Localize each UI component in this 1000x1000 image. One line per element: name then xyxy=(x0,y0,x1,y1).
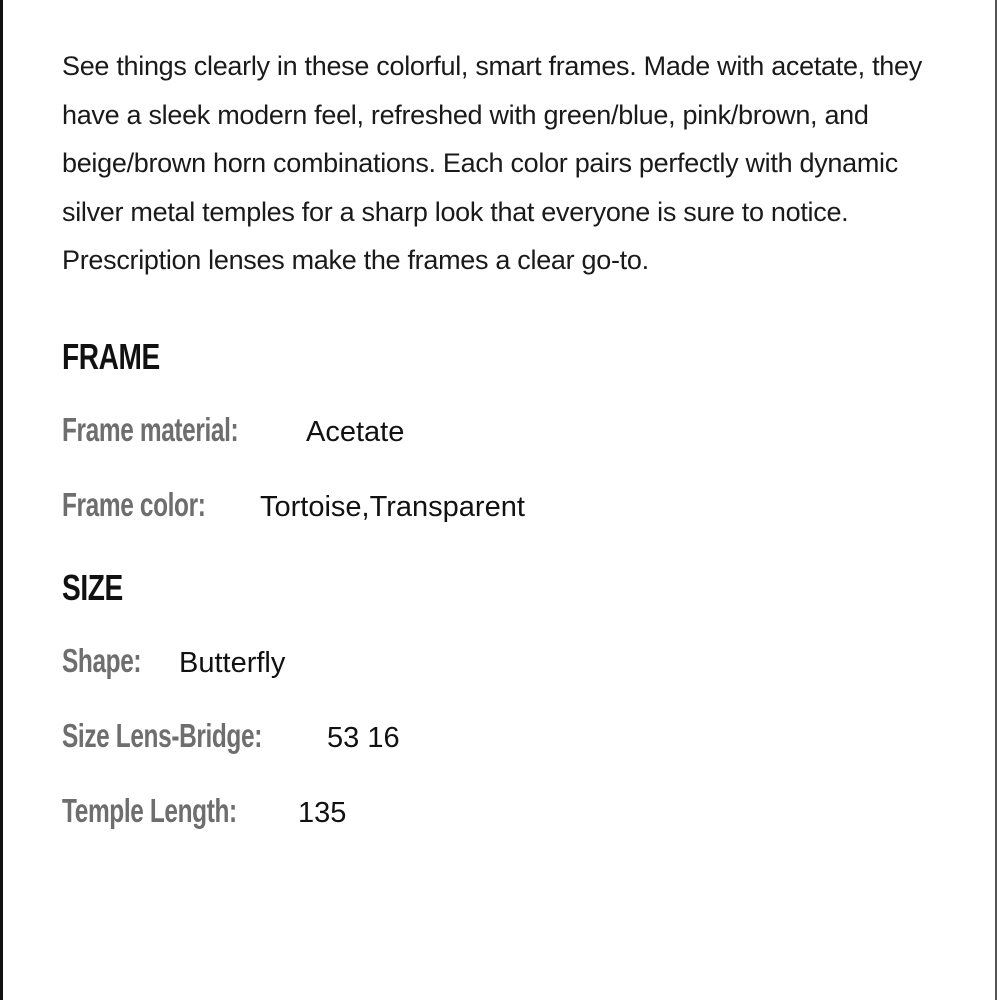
spec-label: Temple Length: xyxy=(62,791,237,829)
left-border xyxy=(0,0,3,1000)
spec-label: Shape: xyxy=(62,641,142,679)
section-heading-frame: FRAME xyxy=(62,335,160,377)
spec-label: Frame color: xyxy=(62,485,206,523)
spec-row-temple-length xyxy=(62,792,942,832)
spec-label: Size Lens-Bridge: xyxy=(62,716,262,754)
spec-row-frame-color xyxy=(62,486,942,526)
product-details-content xyxy=(62,42,942,832)
section-heading-size: SIZE xyxy=(62,566,123,608)
spec-value: Acetate xyxy=(306,415,405,448)
right-border xyxy=(995,0,997,1000)
spec-value: 53 16 xyxy=(327,721,400,754)
spec-value: 135 xyxy=(298,796,347,829)
spec-row-size-lens-bridge xyxy=(62,717,942,757)
product-description: See things clearly in these colorful, smart frames. Made with acetate, they have a sleek modern feel, refreshed with green/blue, pink/brown, and beige/brown horn combinations. Each color pairs perfectly with dynamic silver metal temples for a sharp look that everyone is sure to notice. Prescription lenses make the frames a clear go-to. xyxy=(62,51,922,275)
spec-value: Butterfly xyxy=(179,646,286,679)
spec-row-shape xyxy=(62,642,942,682)
spec-label: Frame material: xyxy=(62,410,239,448)
spec-value: Tortoise,Transparent xyxy=(260,490,525,523)
spec-row-frame-material xyxy=(62,411,942,451)
